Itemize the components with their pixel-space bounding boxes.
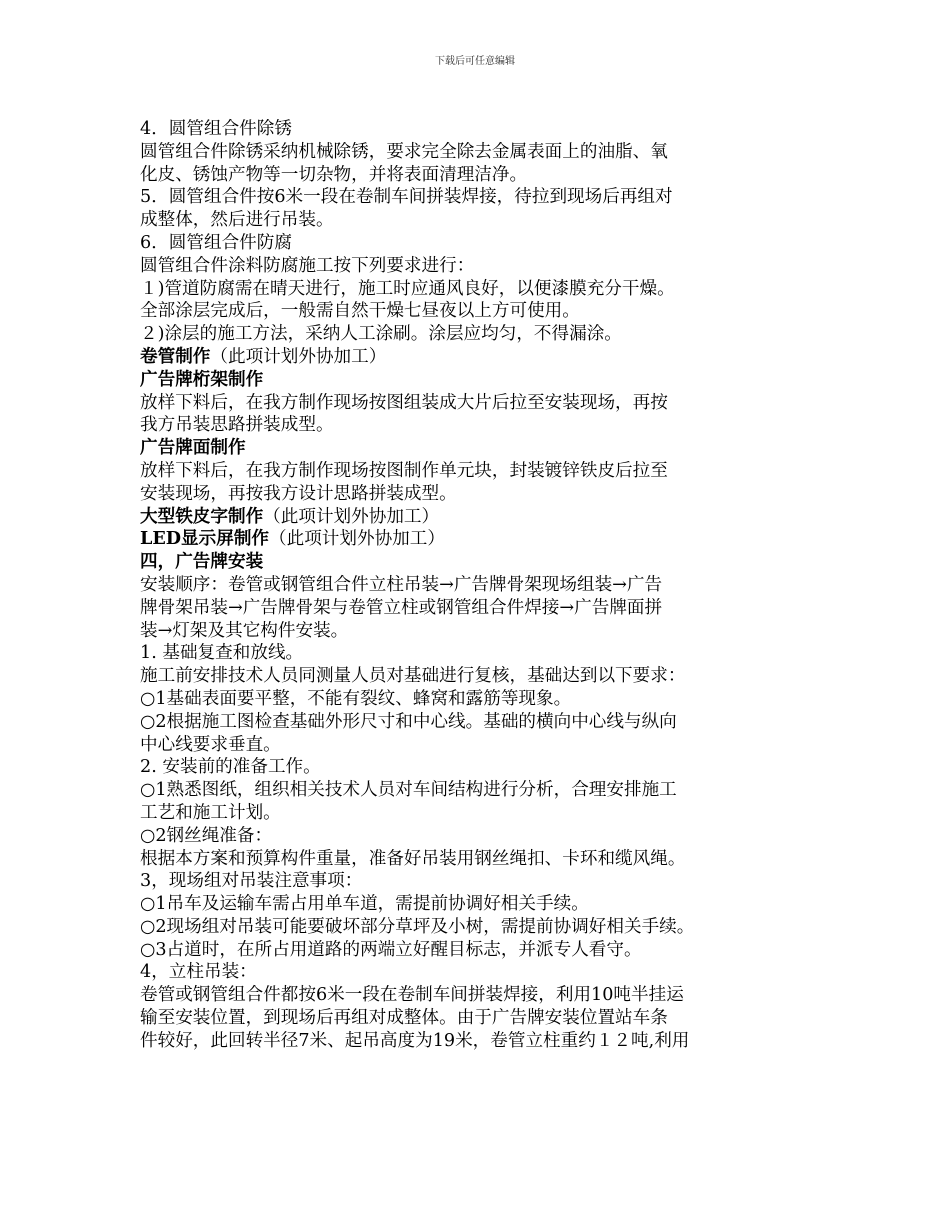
- line-text: 1. 基础复查和放线。: [140, 643, 304, 664]
- line-text: 圆管组合件除锈采纳机械除锈，要求完全除去金属表面上的油脂、氧: [140, 141, 668, 162]
- line-text: ○2现场组对吊装可能要破坏部分草坪及小树，需提前协调好相关手续。: [140, 916, 695, 937]
- line-text: ○2钢丝绳准备：: [140, 825, 273, 846]
- line-text: 装→灯架及其它构件安装。: [140, 620, 349, 641]
- line-text: 全部涂层完成后，一般需自然干燥七昼夜以上方可使用。: [140, 301, 580, 322]
- text-line: [140, 848, 812, 871]
- line-text: 6．圆管组合件防腐: [140, 232, 292, 253]
- line-text: １)管道防腐需在晴天进行，施工时应通风良好，以便漆膜充分干燥。: [140, 278, 675, 299]
- text-line: [140, 642, 812, 665]
- text-line: [140, 893, 812, 916]
- text-line: [140, 688, 812, 711]
- text-line: [140, 939, 812, 962]
- line-text: ○1熟悉图纸，组织相关技术人员对车间结构进行分析，合理安排施工: [140, 780, 677, 801]
- line-text: ○2根据施工图检查基础外形尺寸和中心线。基础的横向中心线与纵向: [140, 711, 677, 732]
- text-line: [140, 711, 812, 734]
- line-text: 施工前安排技术人员同测量人员对基础进行复核，基础达到以下要求：: [140, 666, 686, 687]
- section-heading: LED显示屏制作: [140, 528, 270, 550]
- line-text: 5．圆管组合件按6米一段在卷制车间拼装焊接，待拉到现场后再组对: [140, 187, 673, 208]
- text-line: [140, 346, 812, 369]
- text-line: [140, 961, 812, 984]
- text-line: [140, 255, 812, 278]
- text-line: [140, 825, 812, 848]
- text-line: [140, 414, 812, 437]
- text-line: [140, 164, 812, 187]
- text-line: [140, 141, 812, 164]
- text-line: [140, 483, 812, 506]
- line-text: 3，现场组对吊装注意事项：: [140, 871, 363, 892]
- text-line: [140, 756, 812, 779]
- text-line: [140, 186, 812, 209]
- section-heading: 广告牌面制作: [140, 437, 246, 459]
- line-text: ○1基础表面要平整，不能有裂纹、蜂窝和露筋等现象。: [140, 688, 572, 709]
- text-line: [140, 1007, 812, 1030]
- text-line: [140, 870, 812, 893]
- text-line: [140, 779, 812, 802]
- text-line: [140, 551, 812, 574]
- text-line: [140, 665, 812, 688]
- text-line: [140, 323, 812, 346]
- text-line: [140, 437, 812, 460]
- text-line: [140, 278, 812, 301]
- text-line: [140, 460, 812, 483]
- text-line: [140, 369, 812, 392]
- text-line: [140, 1030, 812, 1053]
- line-text: 成整体，然后进行吊装。: [140, 210, 334, 231]
- line-text: 圆管组合件涂料防腐施工按下列要求进行：: [140, 255, 475, 276]
- line-text: 放样下料后，在我方制作现场按图制作单元块，封装镀锌铁皮后拉至: [140, 460, 668, 481]
- line-text: 2. 安装前的准备工作。: [140, 757, 321, 778]
- line-text: 我方吊装思路拼装成型。: [140, 415, 334, 436]
- section-heading: 广告牌桁架制作: [140, 368, 264, 390]
- text-line: [140, 232, 812, 255]
- line-text: 安装顺序：卷管或钢管组合件立柱吊装→广告牌骨架现场组装→广告: [140, 574, 663, 595]
- line-text: 工艺和施工计划。: [140, 802, 281, 823]
- text-line: [140, 118, 812, 141]
- line-text: ２)涂层的施工方法，采纳人工涂刷。涂层应均匀，不得漏涂。: [140, 324, 622, 345]
- text-line: [140, 506, 812, 529]
- text-line: [140, 300, 812, 323]
- line-text: 件较好，此回转半径7米、起吊高度为19米，卷管立柱重约１２吨,利用: [140, 1030, 690, 1051]
- text-line: [140, 916, 812, 939]
- text-line: [140, 984, 812, 1007]
- line-text: （此项计划外协加工）: [210, 346, 387, 367]
- text-line: [140, 528, 812, 551]
- line-text: （此项计划外协加工）: [263, 506, 440, 527]
- text-line: [140, 802, 812, 825]
- text-line: [140, 392, 812, 415]
- line-text: ○1吊车及运输车需占用单车道，需提前协调好相关手续。: [140, 894, 589, 915]
- text-line: [140, 734, 812, 757]
- page-header: 下载后可任意编辑: [435, 56, 515, 67]
- line-text: （此项计划外协加工）: [269, 529, 445, 550]
- line-text: 4，立柱吊装：: [140, 962, 257, 983]
- line-text: 安装现场，再按我方设计思路拼装成型。: [140, 483, 457, 504]
- section-heading: 四，广告牌安装: [140, 551, 264, 573]
- line-text: 放样下料后，在我方制作现场按图组装成大片后拉至安装现场，再按: [140, 392, 668, 413]
- text-line: [140, 620, 812, 643]
- text-line: [140, 209, 812, 232]
- document-body: [140, 118, 812, 1053]
- section-heading: 大型铁皮字制作: [140, 505, 264, 527]
- line-text: 4．圆管组合件除锈: [140, 119, 292, 139]
- text-line: [140, 574, 812, 597]
- section-heading: 卷管制作: [140, 345, 211, 367]
- line-text: 中心线要求垂直。: [140, 734, 281, 755]
- line-text: 牌骨架吊装→广告牌骨架与卷管立柱或钢管组合件焊接→广告牌面拼: [140, 597, 663, 618]
- line-text: ○3占道时，在所占用道路的两端立好醒目标志，并派专人看守。: [140, 939, 642, 960]
- line-text: 化皮、锈蚀产物等一切杂物，并将表面清理洁净。: [140, 164, 528, 185]
- line-text: 根据本方案和预算构件重量，准备好吊装用钢丝绳扣、卡环和缆风绳。: [140, 848, 686, 869]
- text-line: [140, 597, 812, 620]
- line-text: 输至安装位置，到现场后再组对成整体。由于广告牌安装位置站车条: [140, 1008, 668, 1029]
- line-text: 卷管或钢管组合件都按6米一段在卷制车间拼装焊接，利用10吨半挂运: [140, 985, 684, 1006]
